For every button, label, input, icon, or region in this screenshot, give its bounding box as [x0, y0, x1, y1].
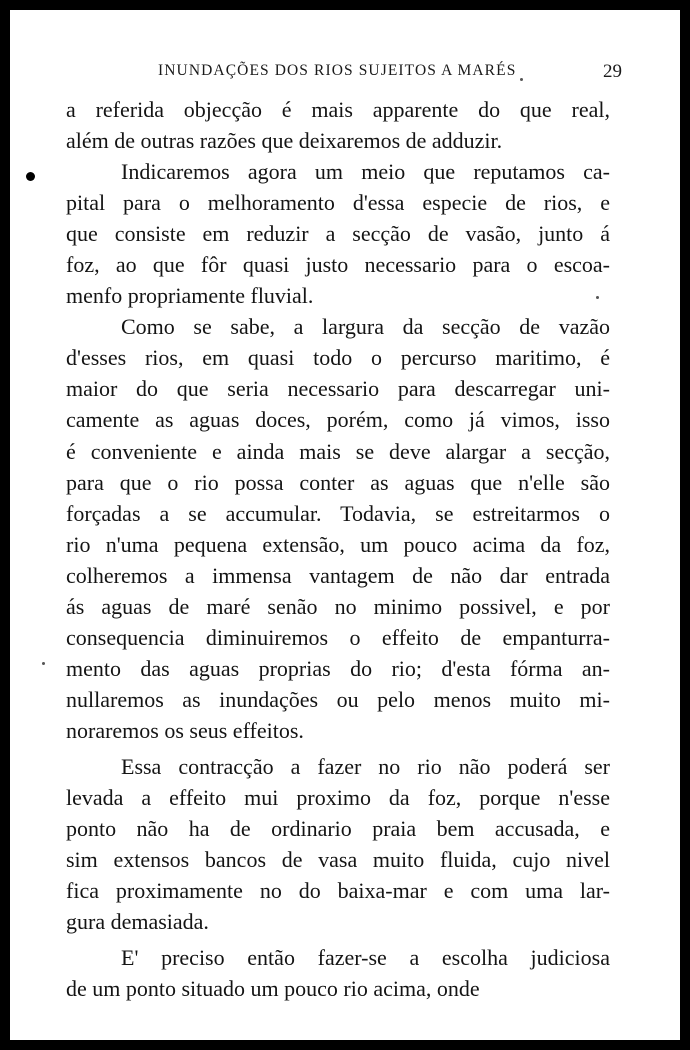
text-line: para que o rio possa conter as aguas que n'elle são: [66, 469, 610, 495]
ink-speck: [520, 78, 523, 81]
text-line: ás aguas de maré senão no minimo possivel, e por: [66, 593, 610, 619]
paragraph: [66, 156, 610, 311]
text-line: Essa contracção a fazer no rio não poderá ser: [121, 753, 610, 779]
text-line: fica proximamente no do baixa-mar e com uma lar-: [66, 878, 610, 904]
text-line: foz, ao que fôr quasi justo necessario para o escoa-: [66, 252, 610, 278]
text-line: Indicaremos agora um meio que reputamos ca-: [121, 159, 610, 185]
text-line: consequencia diminuiremos o effeito de empanturra-: [66, 624, 610, 650]
text-line: gura demasiada.: [66, 909, 209, 935]
text-line: E' preciso então fazer-se a escolha judiciosa: [121, 945, 610, 971]
page-header: [10, 62, 680, 86]
text-line: sim extensos bancos de vasa muito fluida, cujo nivel: [66, 847, 610, 873]
text-line: pital para o melhoramento d'essa especie de rios, e: [66, 190, 610, 216]
ink-speck: [42, 662, 45, 665]
text-line: maior do que seria necessario para descarregar uni-: [66, 376, 610, 402]
margin-bullet-mark: [26, 172, 35, 181]
book-page: [10, 10, 680, 1040]
paragraph: [66, 311, 610, 746]
text-line: d'esses rios, em quasi todo o percurso maritimo, é: [66, 345, 610, 371]
text-line: levada a effeito mui proximo da foz, porque n'esse: [66, 785, 610, 811]
paragraph: [66, 751, 610, 937]
text-line: forçadas a se accumular. Todavia, se estreitarmos o: [66, 500, 610, 526]
text-line: menfo propriamente fluvial.: [66, 283, 314, 309]
text-line: colheremos a immensa vantagem de não dar entrada: [66, 562, 610, 588]
text-line: mento das aguas proprias do rio; d'esta fórma an-: [66, 655, 610, 681]
body-text: [66, 94, 610, 1004]
text-line: noraremos os seus effeitos.: [66, 717, 304, 743]
text-line: além de outras razões que deixaremos de adduzir.: [66, 128, 503, 154]
page-number: 29: [603, 61, 622, 82]
text-line: camente as aguas doces, porém, como já vimos, isso: [66, 407, 610, 433]
text-line: nullaremos as inundações ou pelo menos muito mi-: [66, 686, 610, 712]
text-line: é conveniente e ainda mais se deve alargar a secção,: [66, 438, 610, 464]
text-line: de um ponto situado um pouco rio acima, onde: [66, 976, 480, 1002]
text-line: que consiste em reduzir a secção de vasão, junto á: [66, 221, 610, 247]
text-line: Como se sabe, a largura da secção de vazão: [121, 314, 610, 340]
running-title: INUNDAÇÕES DOS RIOS SUJEITOS A MARÉS: [158, 62, 517, 79]
paragraph: [66, 942, 610, 1004]
paragraph: [66, 94, 610, 156]
text-line: a referida objecção é mais apparente do que real,: [66, 97, 610, 122]
text-line: rio n'uma pequena extensão, um pouco acima da foz,: [66, 531, 610, 557]
text-line: ponto não ha de ordinario praia bem accusada, e: [66, 816, 610, 842]
